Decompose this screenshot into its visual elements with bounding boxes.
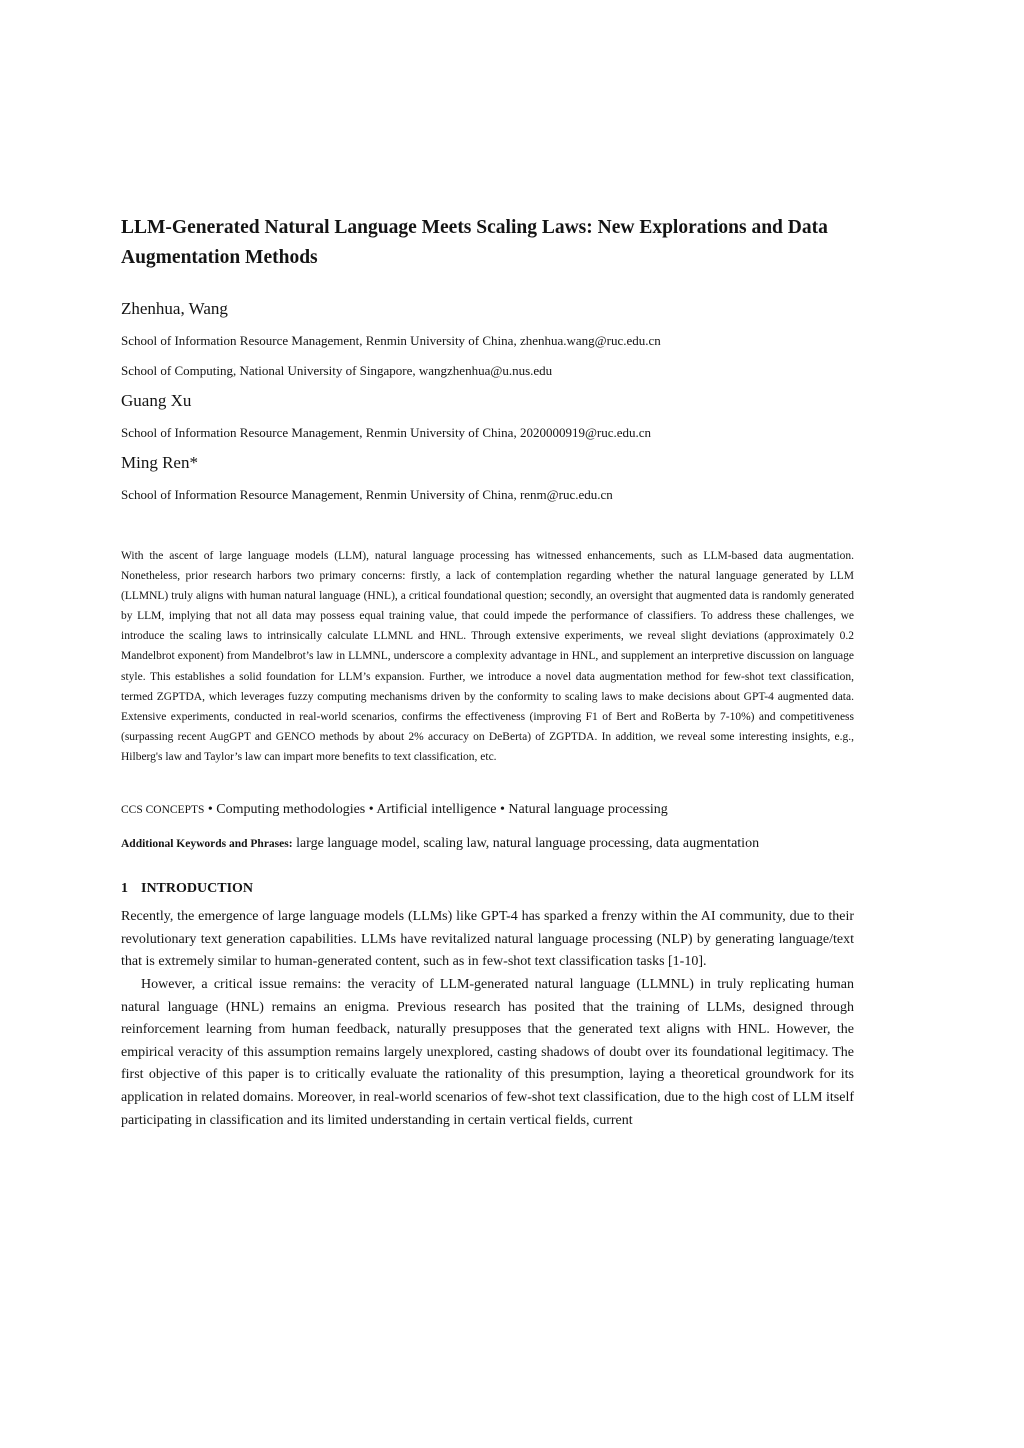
author-name: Guang Xu — [121, 391, 192, 410]
section-number: 1 — [121, 881, 128, 896]
author-affiliation: School of Information Resource Management, Renmin University of China, zhenhua.wang@ruc.edu.cn — [121, 333, 661, 348]
section-heading — [121, 879, 253, 899]
author-affiliation: School of Computing, National University of Singapore, wangzhenhua@u.nus.edu — [121, 363, 553, 378]
author-affiliation: School of Information Resource Management, Renmin University of China, 2020000919@ruc.edu.cn — [121, 425, 652, 440]
ccs-concepts — [121, 800, 854, 820]
body-paragraph: Recently, the emergence of large language models (LLMs) like GPT-4 has sparked a frenzy within the AI community, due to their revolutionary text generation capabilities. LLMs have revitalized natural language processing (NLP) by generating language/text that is extremely similar to human-generated content, such as in few-shot text classification tasks [1-10]. — [121, 909, 854, 970]
author-name: Zhenhua, Wang — [121, 299, 228, 318]
section-title: INTRODUCTION — [141, 881, 254, 896]
paper-title: LLM-Generated Natural Language Meets Scaling Laws: New Explorations and Data Augmentation Methods — [121, 217, 828, 268]
ccs-text: • Computing methodologies • Artificial intelligence • Natural language processing — [204, 802, 668, 817]
author-name: Ming Ren* — [121, 453, 198, 472]
author-affiliation: School of Information Resource Management, Renmin University of China, renm@ruc.edu.cn — [121, 487, 613, 502]
keywords-text: large language model, scaling law, natural language processing, data augmentation — [292, 836, 760, 851]
ccs-label: CCS CONCEPTS — [121, 804, 205, 816]
keywords — [121, 834, 854, 854]
body-paragraph: However, a critical issue remains: the veracity of LLM-generated natural language (LLMNL) in truly replicating human natural language (HNL) remains an enigma. Previous research has posited that the training of LLMs, designed through reinforcement learning from human feedback, naturally presupposes that the generated text aligns with HNL. However, the empirical veracity of this assumption remains largely unexplored, casting shadows of doubt over its foundational legitimacy. The first objective of this paper is to critically evaluate the rationality of this presumption, laying a theoretical groundwork for its application in related domains. Moreover, in real-world scenarios of few-shot text classification, due to the high cost of LLM itself participating in classification and its limited understanding in certain vertical fields, current — [121, 977, 854, 1128]
abstract: With the ascent of large language models (LLM), natural language processing has witnessed enhancements, such as LLM-based data augmentation. Nonetheless, prior research harbors two primary concerns: firstly, a lack of contemplation regarding whether the natural language generated by LLM (LLMNL) truly aligns with human natural language (HNL), a critical foundational question; secondly, an oversight that augmented data is randomly generated by LLM, implying that not all data may possess equal training value, that could impede the performance of classifiers. To address these challenges, we introduce the scaling laws to intrinsically calculate LLMNL and HNL. Through extensive experiments, we reveal slight deviations (approximately 0.2 Mandelbrot exponent) from Mandelbrot’s law in LLMNL, underscore a complexity advantage in HNL, and supplement an interpretive discussion on language style. This establishes a solid foundation for LLM’s expansion. Further, we introduce a novel data augmentation method for few-shot text classification, termed ZGPTDA, which leverages fuzzy computing mechanisms driven by the conformity to scaling laws to make decisions about GPT-4 augmented data. Extensive experiments, conducted in real-world scenarios, confirms the effectiveness (improving F1 of Bert and RoBerta by 7-10%) and competitiveness (surpassing recent AugGPT and GENCO methods by about 2% accuracy on DeBerta) of ZGPTDA. In addition, we reveal some interesting insights, e.g., Hilberg's law and Taylor’s law can impart more benefits to text classification, etc. — [121, 550, 854, 763]
keywords-label: Additional Keywords and Phrases: — [121, 838, 293, 850]
